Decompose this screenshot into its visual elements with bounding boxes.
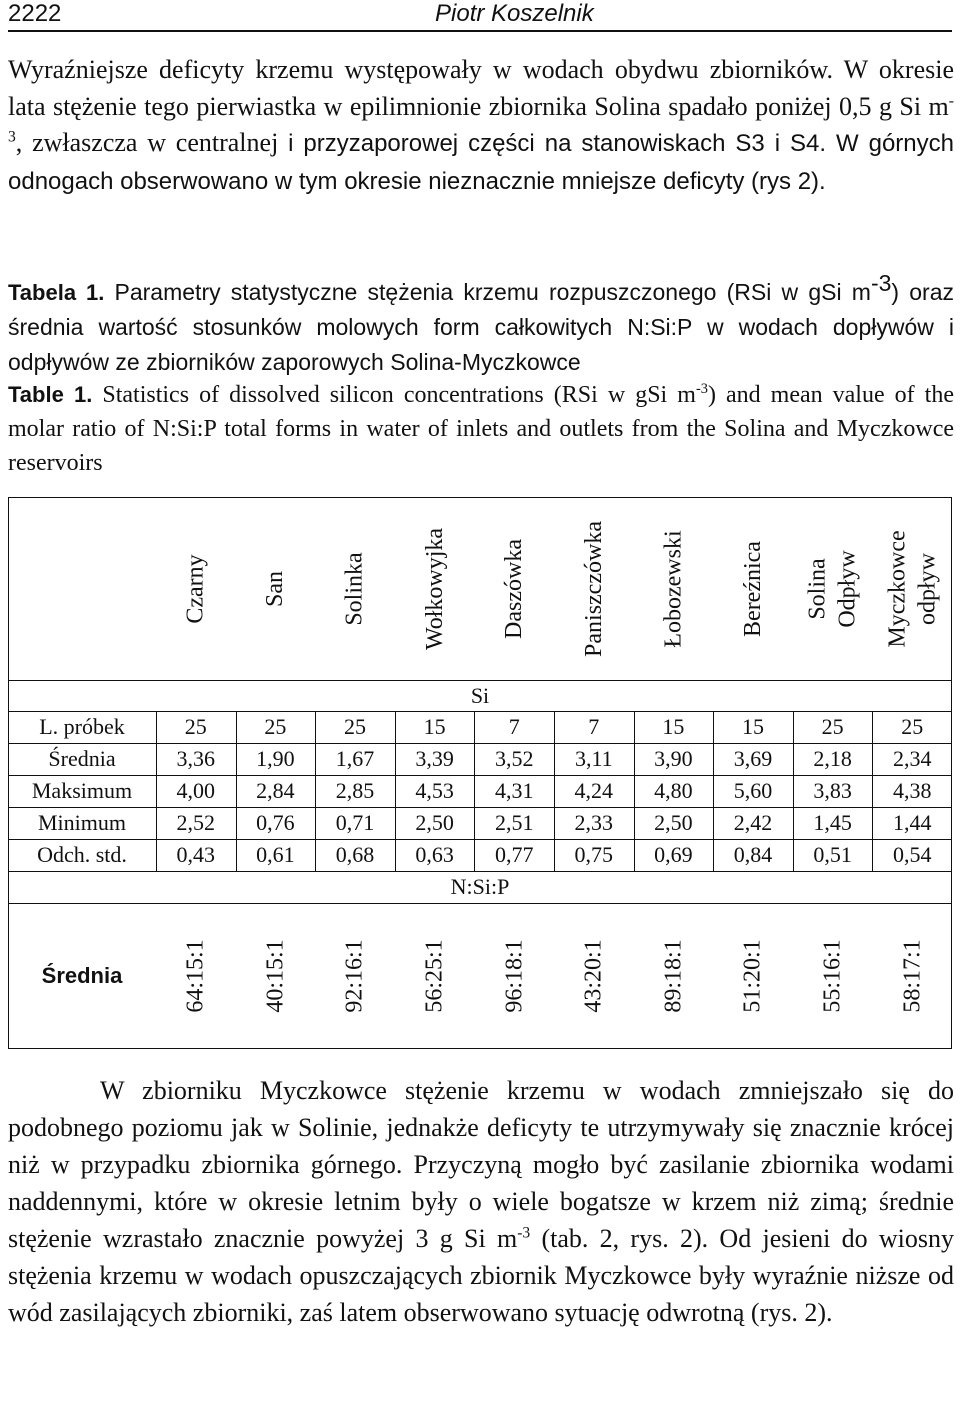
ratio-cell: [872, 903, 952, 1048]
table-cell: 25: [184, 714, 207, 739]
ratio-value: 56:25:1: [421, 938, 448, 1013]
column-header-line: odpływ: [914, 552, 941, 625]
ratio-cell: [554, 903, 634, 1048]
table-cell: 0,76: [256, 810, 295, 835]
row-label: Minimum: [37, 810, 126, 835]
column-header-text: [738, 541, 768, 637]
ratio-cell: [634, 903, 714, 1048]
table-cell: 1,67: [335, 746, 375, 771]
table-cell: 5,60: [733, 778, 773, 803]
table-cell: 3,69: [733, 746, 773, 771]
table-caption-polish: [8, 270, 954, 380]
ratio-cell: [793, 903, 873, 1048]
table-cell: 2,34: [892, 746, 932, 771]
column-header-text: [340, 552, 370, 625]
table-rule: [8, 1048, 952, 1049]
ratio-value: 43:20:1: [580, 938, 607, 1013]
ratio-value: 64:15:1: [182, 938, 209, 1013]
table-cell: 0,84: [733, 842, 773, 867]
paragraph-1: [8, 52, 954, 200]
table-cell: 3,83: [813, 778, 852, 803]
paragraph-1-text-b: , zwłaszcza w centralnej: [15, 128, 289, 157]
column-header: [634, 497, 714, 680]
table-cell: 7: [588, 714, 600, 739]
table-caption-english-text-a: Statistics of dissolved silicon concentrations (RSi w gSi m: [92, 382, 696, 408]
table-cell: 4,53: [415, 778, 454, 803]
column-header-line: Solinka: [341, 551, 368, 626]
table-cell: 2,50: [415, 810, 454, 835]
column-header-text: [882, 530, 942, 647]
table-cell: 4,31: [494, 778, 534, 803]
table-caption-polish-text-a: Parametry statystyczne stężenia krzemu rozpuszczonego (RSi w gSi m: [104, 279, 871, 305]
table-cell: 3,36: [176, 746, 216, 771]
table-cell: 2,33: [574, 810, 614, 835]
column-header-text: [658, 530, 688, 647]
table-cell: 1,44: [892, 810, 932, 835]
ratio-cell: [315, 903, 395, 1048]
column-header-line: Łobozewski: [660, 529, 687, 648]
table-caption-english-superscript: -3: [695, 381, 708, 397]
column-header: [156, 497, 236, 680]
table-caption-english: [8, 378, 954, 480]
table-cell: 1,90: [256, 746, 295, 771]
author-name: Piotr Koszelnik: [435, 0, 594, 27]
table-caption-polish-text-b: ): [891, 279, 910, 305]
column-header: [474, 497, 554, 680]
table-cell: 0,54: [892, 842, 932, 867]
ratio-cell: [395, 903, 475, 1048]
paragraph-2-text-b: (tab. 2, rys. 2). Od jesieni do wiosny stężenia krzemu w wodach opuszczających zbiornik Myczkowce były wyraźnie niższe od wód zasilających zbiorniki, zaś latem obserwowano sytuację odwrotną (rys. 2).: [8, 1224, 954, 1327]
column-header-text: [181, 554, 211, 623]
table-cell: 0,69: [654, 842, 693, 867]
column-header-line: Odpływ: [834, 549, 861, 628]
ratio-value: 55:16:1: [819, 938, 846, 1013]
row-label: Maksimum: [31, 778, 133, 803]
ratio-value: 92:16:1: [341, 938, 368, 1013]
column-header-line: Daszówka: [501, 538, 528, 639]
table-cell: 25: [264, 714, 287, 739]
column-header-text: [420, 527, 450, 649]
table-cell: 4,24: [574, 778, 614, 803]
running-header: [8, 0, 952, 32]
ratio-cell: [156, 903, 236, 1048]
ratio-row-label: Średnia: [41, 962, 123, 988]
table-cell: 3,39: [415, 746, 454, 771]
paragraph-2-superscript: -3: [517, 1224, 531, 1242]
page-number: 2222: [8, 0, 62, 27]
table-cell: 0,63: [415, 842, 454, 867]
table-cell: 0,75: [574, 842, 614, 867]
column-header-line: Czarny: [182, 553, 209, 624]
table-caption-polish-label: Tabela 1.: [8, 280, 105, 305]
table-cell: 15: [662, 714, 685, 739]
column-header-line: Wołkowyjka: [421, 527, 448, 650]
column-header-line: Paniszczówka: [580, 520, 607, 657]
table-cell: 4,38: [892, 778, 932, 803]
table-cell: 0,68: [335, 842, 375, 867]
table-cell: 2,85: [335, 778, 375, 803]
column-header: [315, 497, 395, 680]
table-cell: 2,51: [494, 810, 534, 835]
column-header: [713, 497, 793, 680]
table-cell: 0,71: [335, 810, 375, 835]
table-cell: 4,00: [176, 778, 216, 803]
table-cell: 2,84: [256, 778, 295, 803]
column-header-text: [499, 539, 529, 639]
ratio-value: 96:18:1: [501, 938, 528, 1013]
table-cell: 25: [343, 714, 366, 739]
ratio-value: 58:17:1: [899, 938, 926, 1013]
table-cell: 3,90: [654, 746, 693, 771]
column-header-line: Myczkowce: [884, 529, 911, 648]
table-cell: 15: [741, 714, 764, 739]
row-label: L. próbek: [39, 714, 125, 739]
column-header: [793, 497, 873, 680]
ratio-cell: [236, 903, 316, 1048]
table-cell: 4,80: [654, 778, 693, 803]
column-header-line: Bereźnica: [739, 540, 766, 637]
table-cell: 0,61: [256, 842, 295, 867]
column-header: [236, 497, 316, 680]
table-cell: 0,77: [494, 842, 534, 867]
row-label: Średnia: [48, 746, 116, 771]
paragraph-1-superscript: -3: [8, 91, 954, 146]
table-cell: 25: [821, 714, 844, 739]
ratio-value: 51:20:1: [739, 938, 766, 1013]
column-header-text: [803, 550, 863, 627]
table-caption-english-text-b: ) and mean value of the molar ratio of N:Si:P total forms in water of inlets and outlets from the Solina and Myczkowce reservoirs: [8, 382, 955, 476]
table-cell: 3,52: [494, 746, 534, 771]
table-cell: 0,43: [176, 842, 216, 867]
table-cell: 7: [508, 714, 520, 739]
ratio-cell: [713, 903, 793, 1048]
paragraph-2: [8, 1072, 954, 1331]
table-cell: 2,50: [654, 810, 693, 835]
section-label-nsip: N:Si:P: [450, 874, 510, 899]
ratio-value: 89:18:1: [660, 938, 687, 1013]
table-cell: 2,18: [813, 746, 852, 771]
column-header: [395, 497, 475, 680]
table-cell: 0,51: [813, 842, 852, 867]
table-caption-english-label: Table 1.: [8, 382, 93, 407]
paragraph-1-text-c: i przyzaporowej części na stanowiskach S3 i S4. W górnych odnogach obserwowano w tym okresie nieznacznie mniejsze deficyty (rys 2).: [8, 130, 954, 195]
row-label: Odch. std.: [37, 842, 127, 867]
paragraph-1-text-a: Wyraźniejsze deficyty krzemu występowały w wodach obydwu zbiorników. W okresie lata stężenie tego pierwiastka w epilimnionie zbiornika Solina spadało poniżej 0,5 g Si m: [8, 55, 954, 121]
table-cell: 15: [423, 714, 446, 739]
ratio-value: 40:15:1: [262, 938, 289, 1013]
column-header: [554, 497, 634, 680]
statistics-table: [8, 497, 952, 1048]
column-header-text: [260, 571, 290, 607]
column-header-line: San: [262, 570, 289, 607]
table-caption-polish-superscript: -3: [870, 270, 892, 296]
column-header: [872, 497, 952, 680]
table-cell: 25: [901, 714, 924, 739]
column-header-text: [579, 521, 609, 657]
column-header-line: Solina: [804, 557, 831, 620]
table-cell: 2,52: [176, 810, 216, 835]
table-cell: 3,11: [574, 746, 613, 771]
paragraph-2-text-a: W zbiorniku Myczkowce stężenie krzemu w wodach zmniejszało się do podobnego poziomu jak w Solinie, jednakże deficyty te utrzymywały się znacznie krócej niż w przypadku zbiornika górnego. Przyczyną mogło być zasilanie zbiornika wodami naddennymi, które w okresie letnim były o wiele bogatsze w krzem niż zimą; średnie stężenie wzrastało znacznie powyżej 3 g Si m: [8, 1076, 954, 1253]
table-cell: 1,45: [813, 810, 852, 835]
table-cell: 2,42: [733, 810, 773, 835]
table-caption-polish-text-c: oraz średnia wartość stosunków molowych form całkowitych N:Si:P w wodach dopływów i odpływów ze zbiorników zaporowych Solina-Myczkowce: [8, 279, 954, 375]
section-label-si: Si: [470, 682, 490, 708]
ratio-cell: [474, 903, 554, 1048]
